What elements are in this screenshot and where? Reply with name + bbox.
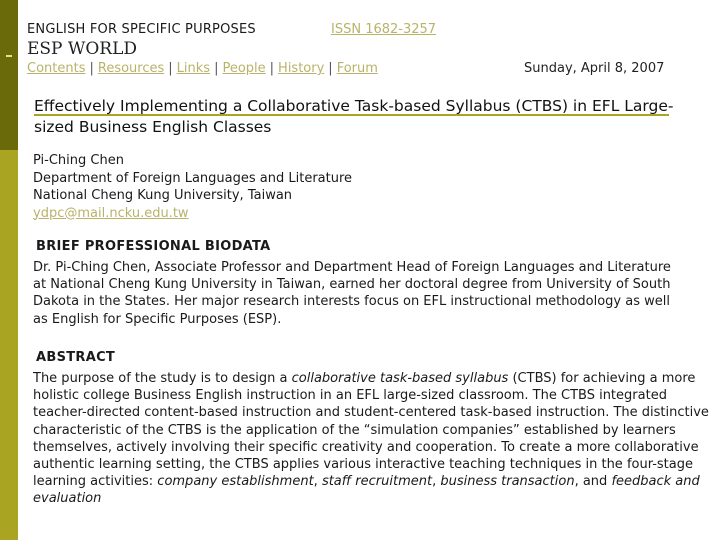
nav-history[interactable]: History — [278, 61, 325, 76]
author-department: Department of Foreign Languages and Literature — [33, 170, 353, 186]
bio-text: Dr. Pi-Ching Chen, Associate Professor and Department Head of Foreign Languages and Literature at National Cheng Kung University in Taiwan, earned her doctoral degree from University of South Dakota in the States. Her major research interests focus on EFL instructional methodology as well as English for Specific Purposes (ESP). — [33, 260, 671, 327]
author-email-link[interactable]: ydpc@mail.ncku.edu.tw — [33, 205, 189, 221]
nav-people[interactable]: People — [222, 61, 266, 76]
stage-company-establishment: company establishment — [157, 474, 314, 490]
abstract-emphasis: collaborative task-based syllabus — [291, 371, 509, 386]
stage-staff-recruitment: staff recruitment — [321, 474, 433, 490]
nav-resources[interactable]: Resources — [97, 61, 165, 76]
nav-separator: | — [269, 61, 275, 76]
nav-separator: | — [328, 61, 333, 76]
nav-forum[interactable]: Forum — [336, 61, 378, 76]
nav-contents[interactable]: Contents — [27, 61, 86, 76]
abstract-sep: , — [313, 474, 322, 490]
nav-separator: | — [89, 61, 94, 76]
nav-separator: | — [168, 61, 173, 76]
abstract-sep: , and — [574, 474, 612, 490]
issn-link[interactable]: ISSN 1682-3257 — [331, 22, 437, 37]
left-sidebar-band — [0, 0, 18, 540]
author-block — [33, 152, 352, 222]
abstract-heading: ABSTRACT — [36, 350, 116, 365]
stage-business-transaction: business transaction — [440, 474, 575, 490]
abstract-text — [33, 370, 715, 508]
abstract-part: The purpose of the study is to design a — [33, 371, 292, 386]
top-nav — [27, 61, 378, 76]
author-university: National Cheng Kung University, Taiwan — [33, 188, 293, 203]
nav-links[interactable]: Links — [176, 61, 211, 76]
site-title: ESP WORLD — [27, 39, 138, 59]
section-label: ENGLISH FOR SPECIFIC PURPOSES — [27, 22, 256, 37]
article-title: Effectively Implementing a Collaborative Task-based Syllabus (CTBS) in EFL Large-sized Business English Classes — [34, 97, 674, 136]
nav-separator: | — [214, 61, 219, 76]
bio-heading: BRIEF PROFESSIONAL BIODATA — [36, 239, 271, 254]
sidebar-marker — [6, 55, 12, 57]
abstract-part: (CTBS) for achieving a more holistic college Business English instruction in an EFL large-sized classroom. The CTBS integrated teacher-directed content-based instruction and student-centered task-based instruction. The distinctive characteristic of the CTBS is the application of the “simulation companies” established by learners themselves, actively involving their specific creativity and cooperation. To create a more collaborative authentic learning setting, the CTBS applies various interactive teaching techniques in the four-stage learning activities: — [33, 371, 709, 490]
abstract-sep: , — [432, 474, 441, 490]
stage-feedback-evaluation: feedback and evaluation — [33, 474, 700, 507]
issue-date: Sunday, April 8, 2007 — [524, 61, 665, 76]
author-name: Pi-Ching Chen — [33, 153, 124, 168]
